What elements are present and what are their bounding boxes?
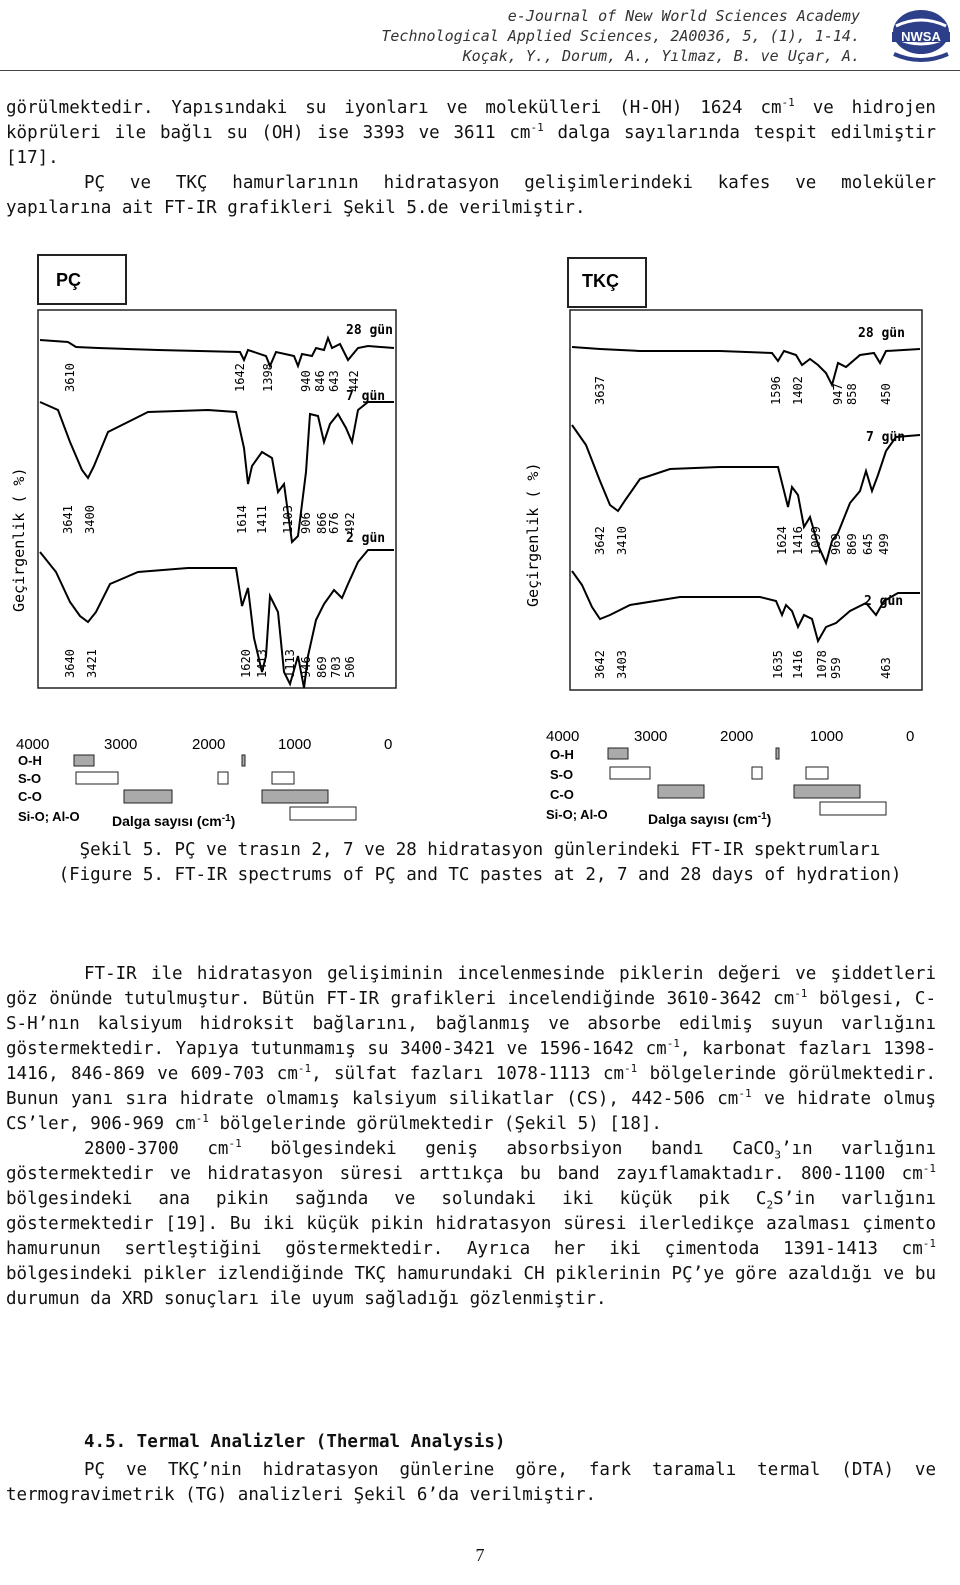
pc-peak-label: 492 [343, 512, 357, 534]
tkc-axis-tick: 0 [906, 728, 915, 745]
section-heading: 4.5. Termal Analizler (Thermal Analysis) [84, 1432, 506, 1452]
tkc-peak-label: 450 [879, 383, 893, 405]
tkc-bond-co: C-O [550, 787, 574, 802]
pc-day-28: 28 gün [346, 323, 393, 338]
pc-peak-label: 1398 [261, 363, 275, 392]
tkc-axis-ticks [546, 728, 914, 745]
pc-peak-label: 3610 [63, 363, 77, 392]
page-number: 7 [475, 1545, 485, 1565]
pc-peak-label: 866 [315, 512, 329, 534]
pc-range-sio [290, 807, 356, 820]
tkc-range-so-2 [752, 767, 762, 779]
logo-text: NWSA [901, 29, 941, 44]
pc-ylabel: Geçirgenlik ( %) [10, 467, 28, 612]
tkc-peak-label: 463 [879, 657, 893, 679]
tkc-axis-tick: 4000 [546, 728, 580, 745]
pc-axis-ticks [16, 736, 392, 753]
tkc-peak-label: 3410 [615, 526, 629, 555]
ftir-figure-pc [8, 252, 403, 834]
pc-peak-label: 1614 [235, 505, 249, 534]
pc-xlabel: Dalga sayısı $(cm^{-1})$ [112, 813, 236, 829]
tkc-peak-label: 1402 [791, 376, 805, 405]
pc-title: PÇ [56, 270, 82, 290]
pc-peak-label: 3641 [61, 505, 75, 534]
tkc-range-co-1 [658, 785, 704, 798]
pc-bond-oh: O-H [18, 753, 42, 768]
pc-peak-label: 506 [343, 656, 357, 678]
tkc-bond-oh: O-H [550, 747, 574, 762]
body-text [6, 962, 936, 1312]
tkc-peak-label: 1635 [771, 650, 785, 679]
tkc-peak-label: 969 [829, 533, 843, 555]
pc-axis-tick: 2000 [192, 736, 226, 753]
tkc-axis-tick: 3000 [634, 728, 668, 745]
pc-peak-label: 703 [329, 656, 343, 678]
pc-peak-label: 1411 [255, 505, 269, 534]
pc-bond-sio: Si-O; Al-O [18, 809, 80, 824]
pc-peak-label: 869 [315, 656, 329, 678]
pc-range-oh-2 [242, 755, 245, 766]
pc-peak-label: 3400 [83, 505, 97, 534]
caption-en: (Figure 5. FT-IR spectrums of PÇ and TC pastes at 2, 7 and 28 days of hydration) [58, 865, 902, 885]
pc-range-oh-1 [74, 755, 94, 766]
pc-plot-frame [38, 310, 396, 688]
pc-axis-tick: 1000 [278, 736, 312, 753]
tkc-range-oh-2 [776, 748, 779, 759]
body-paragraph-1: FT-IR ile hidratasyon gelişiminin incelenmesinde piklerin değeri ve şiddetleri göz önünde tutulmuştur. Bütün FT-IR grafikleri incelendiğinde 3610-3642 $cm^{-1}$ bölgesi, C-S-H’nın kalsiyum hidroksit bağlarını, bağlanmış ve absorbe edilmiş suyun varlığını göstermektedir. Yapıya tutunmamış su 3400-3421 ve 1596-1642 $cm^{-1}$, karbonat fazları 1398-1416, 846-869 ve 609-703 $cm^{-1}$, sülfat fazları 1078-1113 $cm^{-1}$ bölgelerinde görülmektedir. Bunun yanı sıra hidrate olmamış kalsiyum silikatlar (CS), 442-506 $cm^{-1}$ ve hidrate olmuş CS’ler, 906-969 $cm^{-1}$ bölgelerinde görülmektedir (Şekil 5) [18]. [6, 964, 936, 1134]
nwsa-logo [888, 8, 954, 66]
pc-peak-label: 946 [299, 656, 313, 678]
header-rule [0, 70, 960, 71]
pc-axis-tick: 4000 [16, 736, 50, 753]
journal-name: e-Journal of New World Sciences Academy [507, 7, 860, 25]
pc-peak-label: 940 [299, 370, 313, 392]
pc-peak-label: 1642 [233, 363, 247, 392]
tkc-peak-label: 959 [829, 657, 843, 679]
tkc-peak-label: 645 [861, 533, 875, 555]
tkc-bond-so: S-O [550, 767, 574, 782]
tkc-xlabel: Dalga sayısı $(cm^{-1})$ [648, 811, 772, 827]
pc-bond-so: S-O [18, 771, 42, 786]
tkc-peak-label: 3642 [593, 526, 607, 555]
pc-axis-tick: 3000 [104, 736, 138, 753]
pc-day-2: 2 gün [346, 531, 386, 546]
tkc-peak-label: 947 [831, 383, 845, 405]
pc-peak-label: 3640 [63, 649, 77, 678]
pc-range-co-1 [124, 790, 172, 803]
pc-range-so-1 [76, 772, 118, 784]
tkc-bond-legend [546, 747, 608, 822]
pc-peak-label: 676 [327, 512, 341, 534]
section-text [6, 1458, 936, 1508]
pc-peak-label: 3421 [85, 649, 99, 678]
pc-peak-label: 1103 [281, 505, 295, 534]
intro-text: görülmektedir. Yapısındaki su iyonları ve molekülleri (H-OH) 1624 $cm^{-1}$ ve hidrojen köprüleri ile bağlı su (OH) ise 3393 ve 3611 $cm^{-1}$ dalga sayılarında tespit edilmiştir [17]. PÇ ve TKÇ hamurlarının hidratasyon gelişimlerindeki kafes ve moleküler yapılarına ait FT-IR grafikleri Şekil 5.de verilmiştir. [6, 96, 936, 221]
tkc-range-oh-1 [608, 748, 628, 759]
pc-bond-legend [18, 753, 80, 824]
intro-line2: ve hidrojen köprüleri ile bağlı su (OH) ise 3393 ve 3611 cm [6, 98, 936, 143]
tkc-day-2: 2 gün [864, 594, 904, 609]
tkc-title: TKÇ [582, 271, 619, 291]
tkc-peak-label: 1416 [791, 526, 805, 555]
pc-peak-label: 1113 [283, 649, 297, 678]
tkc-peak-label: 3403 [615, 650, 629, 679]
pc-day-7: 7 gün [346, 389, 386, 404]
pc-peak-label: 1620 [239, 649, 253, 678]
pc-range-so-2 [218, 772, 228, 784]
tkc-range-so-3 [806, 767, 828, 779]
pc-peak-label: 643 [327, 370, 341, 392]
tkc-day-28: 28 gün [858, 326, 905, 341]
tkc-peak-label: 1596 [769, 376, 783, 405]
tkc-axis-tick: 1000 [810, 728, 844, 745]
tkc-peak-label: 499 [877, 533, 891, 555]
tkc-peak-label: 3637 [593, 376, 607, 405]
pc-peak-label: 906 [299, 512, 313, 534]
intro-paragraph-2: PÇ ve TKÇ hamurlarının hidratasyon gelişimlerindeki kafes ve moleküler yapılarına ait FT-IR grafikleri Şekil 5.de verilmiştir. [6, 173, 936, 218]
pc-peak-label: 1413 [255, 649, 269, 678]
journal-citation: Technological Applied Sciences, 2A0036, 5, (1), 1-14. [381, 27, 860, 45]
tkc-axis-tick: 2000 [720, 728, 754, 745]
journal-authors: Koçak, Y., Dorum, A., Yılmaz, B. ve Uçar, A. [462, 47, 860, 65]
tkc-peak-label: 858 [845, 383, 859, 405]
journal-header [381, 6, 860, 66]
tkc-ylabel: Geçirgenlik ( %) [524, 462, 542, 607]
tkc-range-sio [820, 802, 886, 815]
pc-title-box [38, 255, 126, 304]
tkc-range-so-1 [610, 767, 650, 779]
tkc-range-co-2 [794, 785, 860, 798]
body-paragraph-2: 2800-3700 $cm^{-1}$ bölgesindeki geniş absorbsiyon bandı CaCO$_3$’ın varlığını göstermektedir ve hidratasyon süresi arttıkça bu band zayıflamaktadır. 800-1100 $cm^{-1}$ bölgesindeki ana pikin sağında ve solundaki iki küçük pik $C_2S’in$ varlığını göstermektedir [19]. Bu iki küçük pikin hidratasyon süresi ilerledikçe azalması çimento hamurunun sertleştiğini göstermektedir. Ayrıca her iki çimentoda 1391-1413 $cm^{-1}$ bölgesindeki pikler izlendiğinde TKÇ hamurundaki CH piklerinin PÇ’ye göre azaldığı ve bu durumun da XRD sonuçları ile uyum sağladığı gözlenmiştir. [6, 1137, 936, 1309]
pc-peak-label: 846 [313, 370, 327, 392]
pc-range-so-3 [272, 772, 294, 784]
section-paragraph: PÇ ve TKÇ’nin hidratasyon günlerine göre, fark taramalı termal (DTA) ve termogravimetrik (TG) analizleri Şekil 6’da verilmiştir. [6, 1460, 936, 1505]
pc-peak-label: 442 [347, 370, 361, 392]
tkc-plot-frame [570, 310, 922, 690]
ftir-figure-tkc [520, 255, 932, 835]
figure-caption [0, 838, 960, 888]
pc-bond-co: C-O [18, 789, 42, 804]
tkc-peak-label: 1624 [775, 526, 789, 555]
tkc-day-7: 7 gün [866, 430, 906, 445]
tkc-bond-sio: Si-O; Al-O [546, 807, 608, 822]
tkc-peak-label: 1099 [809, 526, 823, 555]
tkc-peak-label: 1078 [815, 650, 829, 679]
pc-axis-tick: 0 [384, 736, 393, 753]
caption-tr: Şekil 5. PÇ ve trasın 2, 7 ve 28 hidratasyon günlerindeki FT-IR spektrumları [79, 840, 881, 860]
tkc-peak-label: 869 [845, 533, 859, 555]
tkc-peak-label: 3642 [593, 650, 607, 679]
pc-range-co-2 [262, 790, 328, 803]
tkc-peak-label: 1416 [791, 650, 805, 679]
intro-line1: görülmektedir. Yapısındaki su iyonları ve molekülleri (H-OH) 1624 cm [6, 98, 782, 118]
